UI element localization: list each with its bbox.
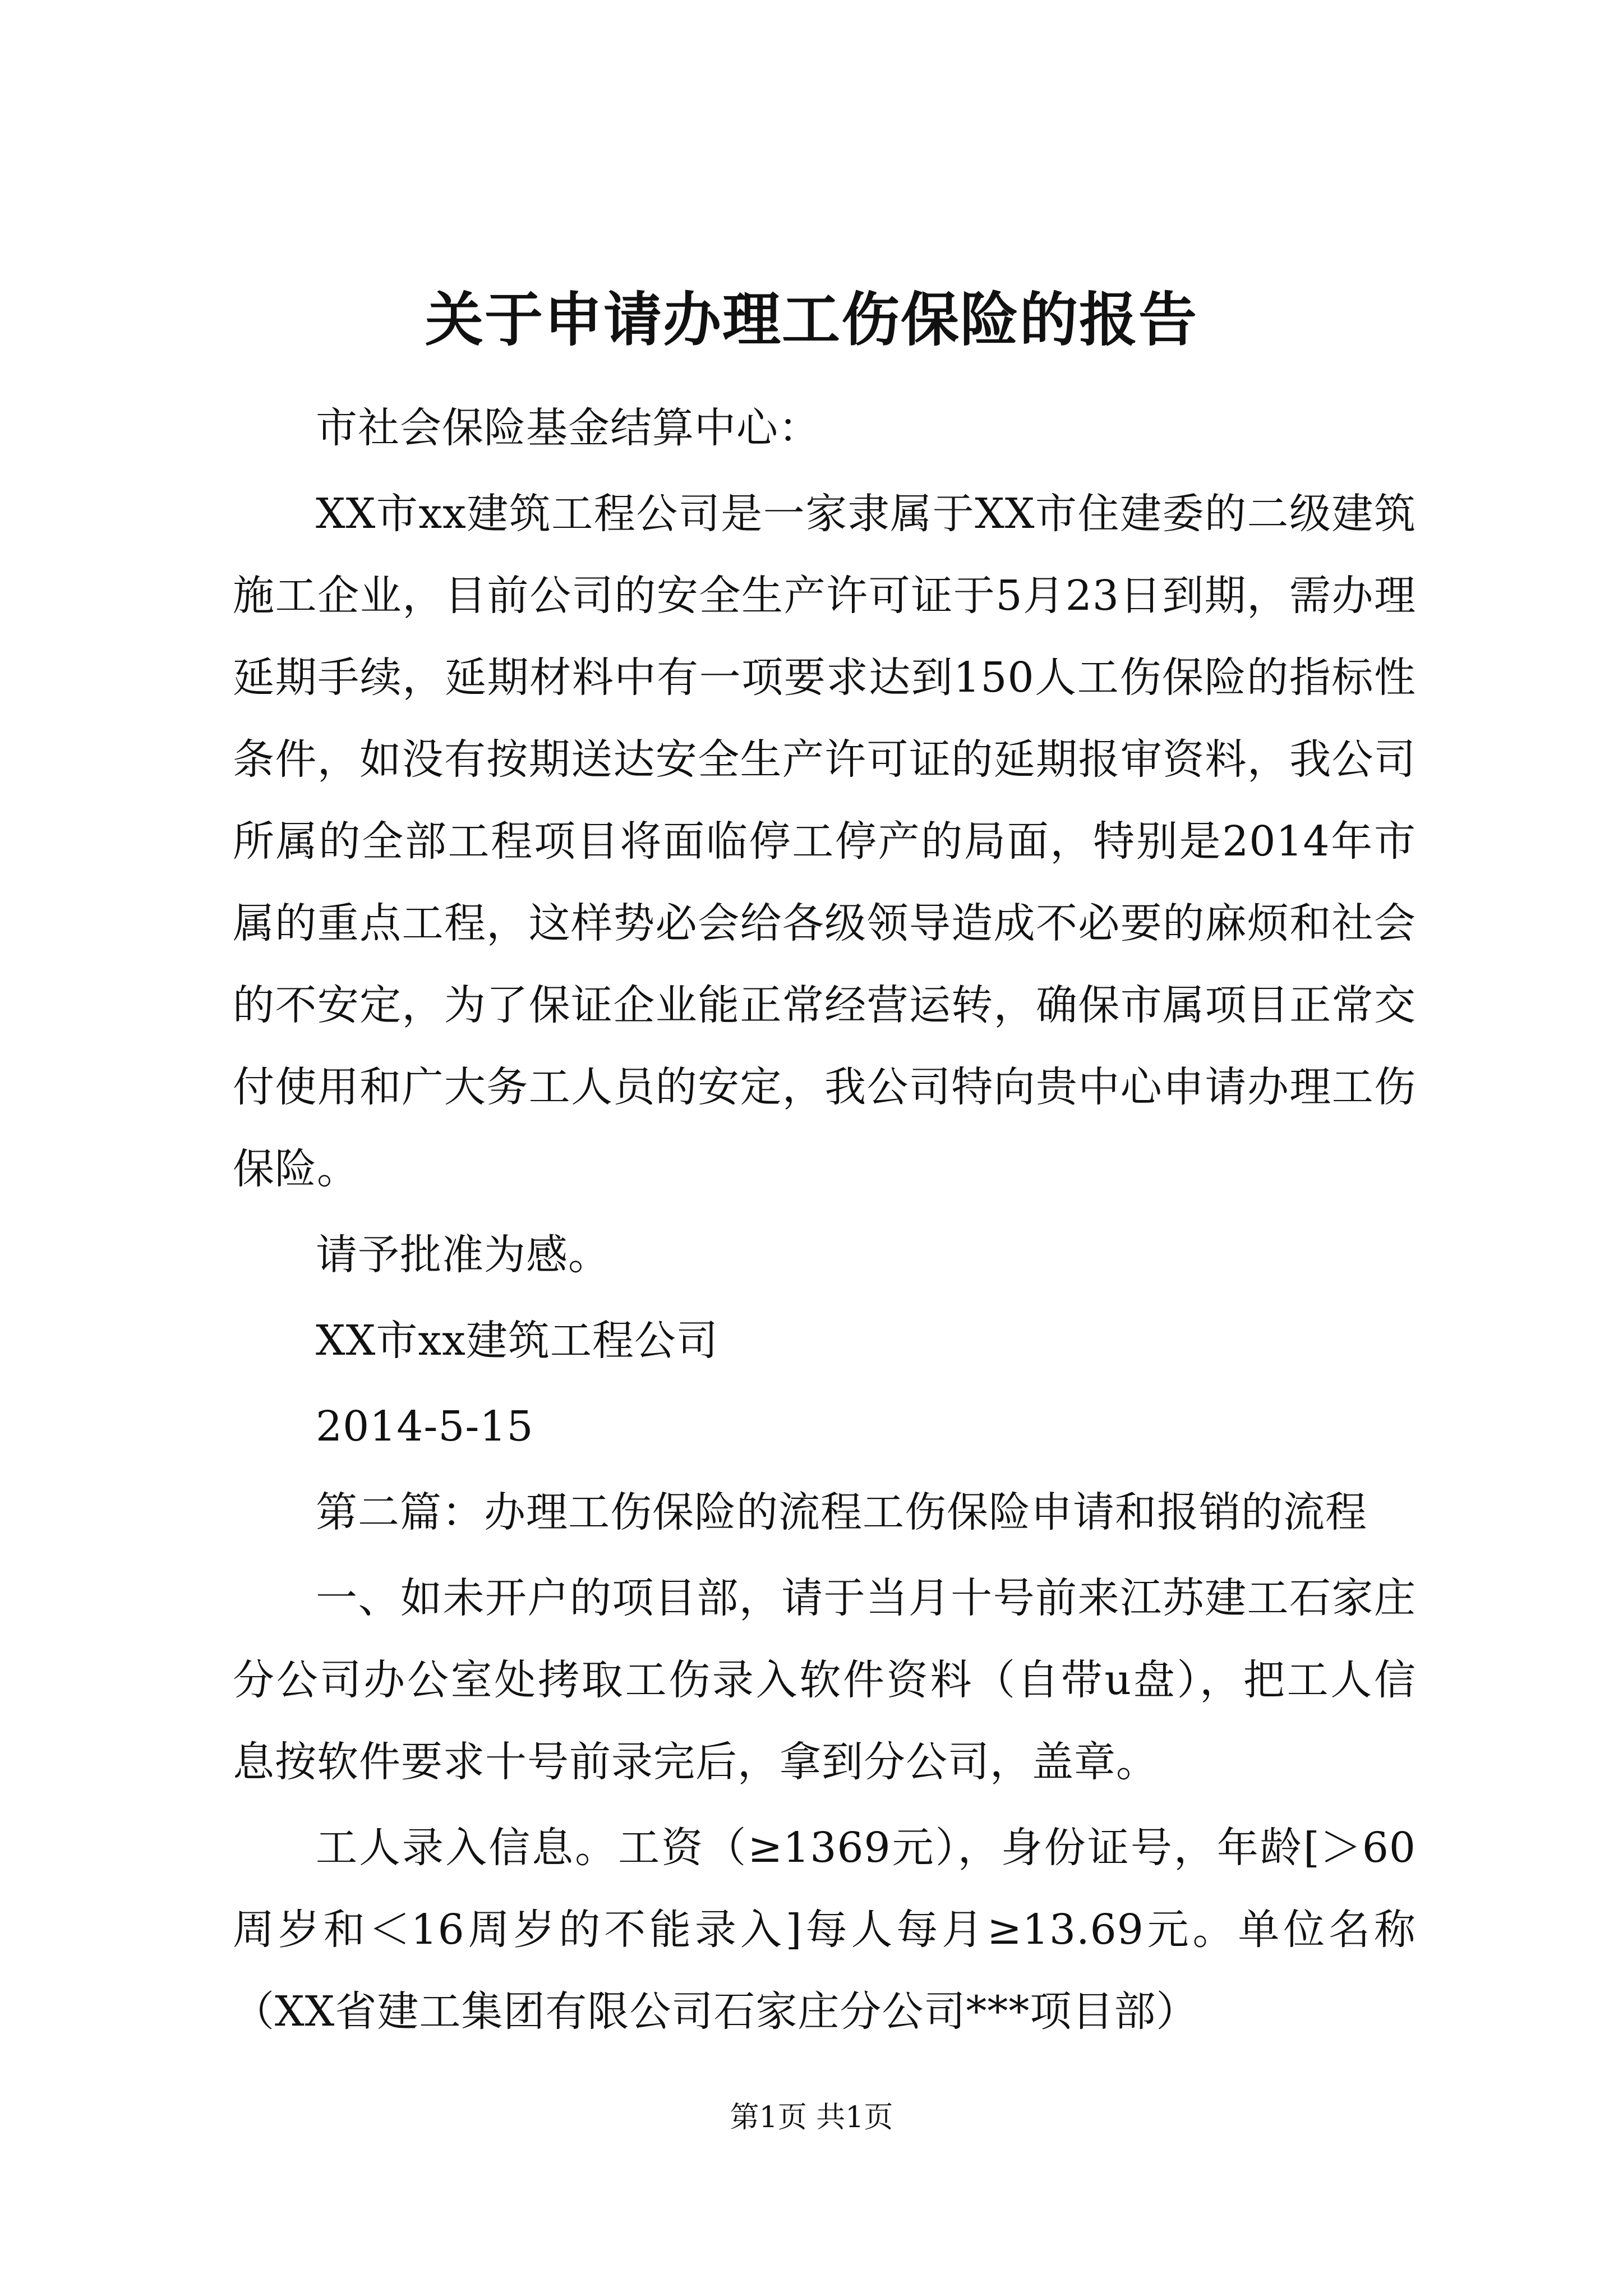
section-heading: 第二篇：办理工伤保险的流程工伤保险申请和报销的流程 — [316, 1488, 1367, 1536]
signature-date: 2014-5-15 — [316, 1402, 534, 1451]
closing-line: 请予批准为感。 — [316, 1231, 610, 1279]
signature-company: XX市xx建筑工程公司 — [316, 1317, 718, 1365]
body-paragraph: 工人录入信息。工资（≥1369元），身份证号，年龄[＞60周岁和＜16周岁的不能录入]每人每月≥13.69元。单位名称（XX省建工集团有限公司石家庄分公司***项目部） — [233, 1824, 1416, 2036]
document-body — [233, 387, 1416, 2056]
body-paragraph: 一、如未开户的项目部，请于当月十号前来江苏建工石家庄分公司办公室处拷取工伤录入软件资料（自带u盘），把工人信息按软件要求十号前录完后，拿到分公司，盖章。 — [233, 1574, 1416, 1786]
body-paragraph: XX市xx建筑工程公司是一家隶属于XX市住建委的二级建筑施工企业，目前公司的安全生产许可证于5月23日到期，需办理延期手续，延期材料中有一项要求达到150人工伤保险的指标性条件，如没有按期送达安全生产许可证的延期报审资料，我公司所属的全部工程项目将面临停工停产的局面，特别是2014年市属的重点工程，这样势必会给各级领导造成不必要的麻烦和社会的不安定，为了保证企业能正常经营运转，确保市属项目正常交付使用和广大务工人员的安定，我公司特向贵中心申请办理工伤保险。 — [233, 490, 1416, 1193]
salutation: 市社会保险基金结算中心： — [316, 404, 820, 452]
page-footer: 第1页 共1页 — [730, 2101, 893, 2134]
document-title: 关于申请办理工伤保险的报告 — [425, 285, 1198, 354]
